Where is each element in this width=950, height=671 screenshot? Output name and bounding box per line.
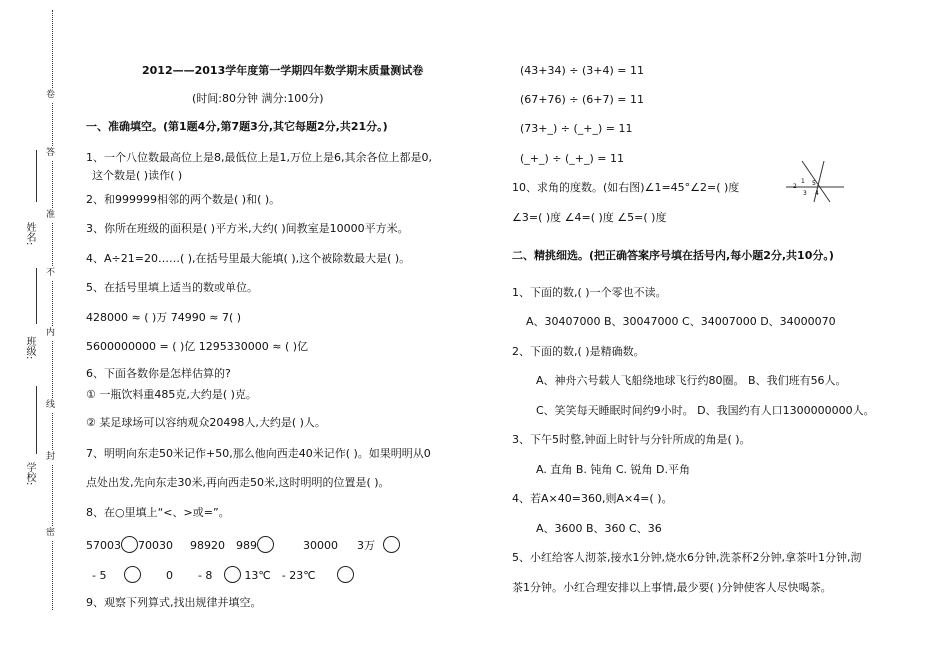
seal-char: 密 [46, 528, 56, 538]
question-8-row1 [86, 536, 400, 553]
school-label: 学校: [24, 462, 35, 486]
question-8: 8、在○里填上“<、>或=”。 [86, 506, 230, 519]
seal-char: 内 [46, 328, 56, 338]
pattern-equation-1: (43+34) ÷ (3+4) = 11 [520, 64, 645, 77]
question-6-item1: ① 一瓶饮料重485克,大约是( )克。 [86, 388, 257, 401]
choice-2-options-ab: A、神舟六号载人飞船绕地球飞行约80圈。 B、我们班有56人。 [536, 374, 847, 387]
compare-value: 30000 [303, 539, 338, 552]
angle-figure [784, 158, 846, 204]
section1-heading: 一、准确填空。(第1题4分,第7题3分,其它每题2分,共21分。) [86, 120, 388, 133]
choice-4-options: A、3600 B、360 C、36 [536, 522, 662, 535]
pattern-equation-3: (73+_) ÷ (_+_) = 11 [520, 122, 633, 135]
binding-strip [0, 0, 70, 671]
choice-5-line2: 茶1分钟。小红合理安排以上事情,最少要( )分钟使客人尽快喝茶。 [512, 581, 832, 594]
compare-value: 98920 [190, 539, 225, 552]
question-7-line2: 点处出发,先向东走30米,再向西走50米,这时明明的位置是( )。 [86, 476, 390, 489]
compare-value: 57003 [86, 539, 121, 552]
choice-1-options: A、30407000 B、30047000 C、34007000 D、34000070 [526, 315, 836, 328]
seal-char: 封 [46, 452, 56, 462]
question-3: 3、你所在班级的面积是( )平方米,大约( )间教室是10000平方米。 [86, 222, 409, 235]
angle-label: 4 [815, 190, 819, 197]
angle-label: 5 [812, 180, 816, 187]
pattern-equation-4: (_+_) ÷ (_+_) = 11 [520, 152, 625, 165]
seal-char: 卷 [46, 90, 56, 100]
choice-4: 4、若A×40=360,则A×4=( )。 [512, 492, 673, 505]
section2-heading: 二、精挑细选。(把正确答案序号填在括号内,每小题2分,共10分。) [512, 249, 834, 262]
seal-char: 不 [46, 268, 56, 278]
choice-2-options-cd: C、笑笑每天睡眠时间约9小时。 D、我国约有人口1300000000人。 [536, 404, 875, 417]
compare-value: 0 [165, 569, 173, 582]
compare-circle[interactable] [121, 536, 138, 553]
compare-value: - 5 [92, 569, 107, 582]
question-1-line1: 1、一个八位数最高位上是8,最低位上是1,万位上是6,其余各位上都是0, [86, 151, 432, 164]
angle-label: 1 [801, 178, 805, 185]
question-1-line2: 这个数是( )读作( ) [92, 169, 183, 182]
question-4: 4、A÷21=20……( ),在括号里最大能填( ),这个被除数最大是( )。 [86, 252, 411, 265]
page-title: 2012——2013学年度第一学期四年数学期末质量测试卷 [142, 64, 424, 77]
compare-value: 70030 [138, 539, 173, 552]
question-9: 9、观察下列算式,找出规律并填空。 [86, 596, 262, 609]
compare-circle[interactable] [383, 536, 400, 553]
pattern-equation-2: (67+76) ÷ (6+7) = 11 [520, 93, 645, 106]
seal-char: 准 [46, 210, 56, 220]
angle-label: 2 [793, 183, 797, 190]
page-subtitle: (时间:80分钟 满分:100分) [192, 92, 324, 105]
compare-value: 989 [236, 539, 257, 552]
class-label: 班级: [24, 336, 35, 360]
name-label: 姓名: [24, 222, 35, 246]
school-line [36, 386, 37, 454]
question-5-row1: 428000 ≈ ( )万 74990 ≈ 7( ) [86, 311, 242, 324]
choice-1: 1、下面的数,( )一个零也不读。 [512, 286, 667, 299]
compare-value: - 23℃ [281, 569, 316, 582]
seal-char: 线 [46, 400, 56, 410]
question-6-item2: ② 某足球场可以容纳观众20498人,大约是( )人。 [86, 416, 326, 429]
question-8-row2 [92, 566, 354, 583]
angle-label: 3 [803, 190, 807, 197]
question-7-line1: 7、明明向东走50米记作+50,那么他向西走40米记作( )。如果明明从0 [86, 447, 431, 460]
choice-3: 3、下午5时整,钟面上时针与分针所成的角是( )。 [512, 433, 751, 446]
compare-circle[interactable] [337, 566, 354, 583]
compare-value: - 8 [197, 569, 213, 582]
compare-circle[interactable] [124, 566, 141, 583]
question-6: 6、下面各数你是怎样估算的? [86, 367, 231, 380]
compare-circle[interactable] [257, 536, 274, 553]
question-10-line1: 10、求角的度数。(如右图)∠1=45°∠2=( )度 [512, 181, 740, 194]
seal-char: 答 [46, 148, 56, 158]
compare-value: 3万 [357, 539, 375, 552]
class-line [36, 268, 37, 324]
question-10-line2: ∠3=( )度 ∠4=( )度 ∠5=( )度 [512, 211, 667, 224]
choice-2: 2、下面的数,( )是精确数。 [512, 345, 645, 358]
question-2: 2、和999999相邻的两个数是( )和( )。 [86, 193, 281, 206]
name-line [36, 150, 37, 202]
choice-5-line1: 5、小红给客人沏茶,接水1分钟,烧水6分钟,洗茶杯2分钟,拿茶叶1分钟,沏 [512, 551, 862, 564]
question-5: 5、在括号里填上适当的数或单位。 [86, 281, 258, 294]
question-5-row2: 5600000000 = ( )亿 1295330000 ≈ ( )亿 [86, 340, 309, 353]
compare-value: 13℃ [244, 569, 271, 582]
compare-circle[interactable] [224, 566, 241, 583]
choice-3-options: A. 直角 B. 钝角 C. 锐角 D.平角 [536, 463, 690, 476]
